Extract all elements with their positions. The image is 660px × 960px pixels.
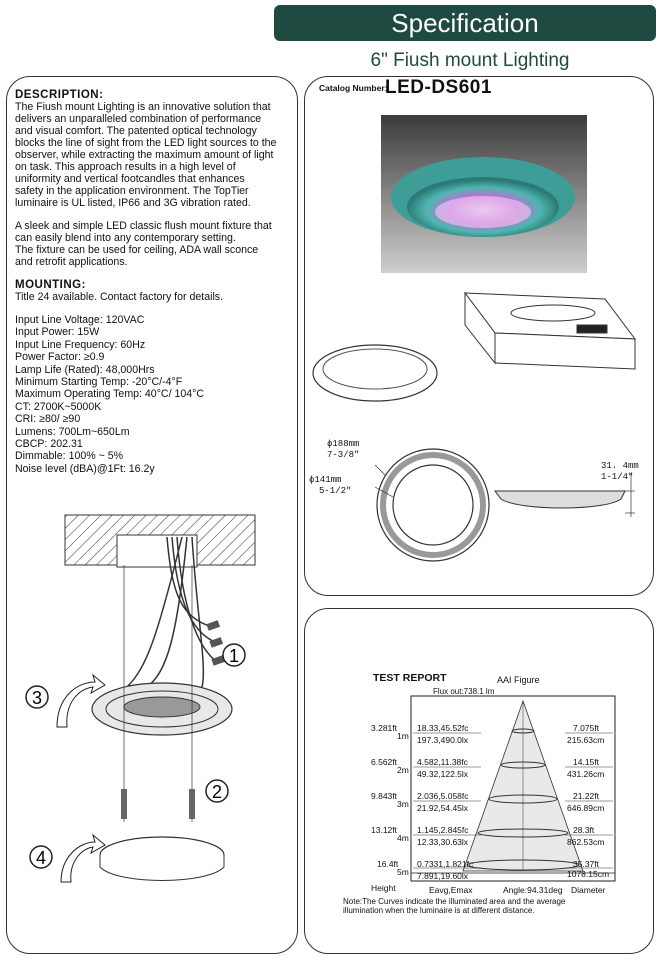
- column-height-label: Height: [371, 883, 396, 893]
- step-3-label: 3: [31, 688, 43, 708]
- row-lx: 49.32,122.5lx: [417, 769, 469, 779]
- row-fc: 1.145,2.845fc: [417, 825, 469, 835]
- row-height-m: 1m: [397, 731, 409, 741]
- installation-diagram: [7, 77, 299, 955]
- description-line: safety in the application environment. The TopTier: [15, 185, 249, 197]
- fixture-side-profile: [495, 491, 625, 508]
- spec-line: Input Line Voltage: 120VAC: [15, 314, 145, 326]
- outer-diameter-mm: ϕ188mm: [327, 439, 360, 449]
- row-height-m: 2m: [397, 765, 409, 775]
- fixture-top-view: [313, 345, 437, 401]
- row-diameter-ft: 21.22ft: [573, 791, 599, 801]
- report-note: illumination when the luminaire is at different distance.: [343, 906, 535, 915]
- row-fc: 0.7331,1.821fc: [417, 859, 474, 869]
- height-in: 1-1/4": [601, 472, 634, 482]
- step-1-label: 1: [228, 646, 240, 666]
- screw-right: [189, 789, 195, 819]
- product-drawings: [305, 77, 655, 597]
- row-lx: 197.3,490.0lx: [417, 735, 469, 745]
- report-title: TEST REPORT: [373, 672, 447, 684]
- description-line: The fixture can be used for ceiling, ADA wall sconce: [15, 244, 259, 256]
- description-line: A sleek and simple LED classic flush mount fixture that: [15, 220, 272, 232]
- fixture-inner-lens: [393, 465, 473, 545]
- spec-line: CBCP: 202.31: [15, 438, 83, 451]
- height-mm: 31. 4mm: [601, 461, 639, 471]
- description-line: on task. This approach results in a high level of: [15, 161, 236, 173]
- report-figure-label: AAI Figure: [497, 675, 540, 685]
- column-eavg-label: Eavg,Emax: [429, 885, 473, 895]
- step-2-label: 2: [211, 782, 223, 802]
- catalog-number: LED-DS601: [385, 77, 492, 98]
- outer-diameter-in: 7-3/8": [327, 450, 360, 460]
- description-line: blocks the line of sight from the LED light sources to the: [15, 137, 277, 149]
- mounting-heading: MOUNTING:: [15, 279, 86, 291]
- spec-line: Input Line Frequency: 60Hz: [15, 338, 146, 351]
- row-fc: 18.33,45.52fc: [417, 723, 469, 733]
- description-line: and visual comfort. The patented optical technology: [15, 125, 257, 137]
- description-heading: DESCRIPTION:: [15, 89, 104, 101]
- spec-line: Maximum Operating Temp: 40°C/ 104°C: [15, 388, 205, 401]
- spec-line: Input Power: 15W: [15, 326, 100, 339]
- row-height-ft: 16.4ft: [377, 859, 399, 869]
- row-fc: 2.036,5.058fc: [417, 791, 469, 801]
- row-diameter-cm: 646.89cm: [567, 803, 605, 813]
- row-diameter-ft: 7.075ft: [573, 723, 599, 733]
- spec-line: Lumens: 700Lm~650Lm: [15, 425, 130, 438]
- test-report-panel: [304, 608, 654, 954]
- description-panel: [6, 76, 298, 954]
- row-height-m: 3m: [397, 799, 409, 809]
- inner-diameter-in: 5-1/2": [319, 486, 352, 496]
- product-panel: [304, 76, 654, 596]
- row-diameter-ft: 14.15ft: [573, 757, 599, 767]
- row-lx: 7.891,19.60lx: [417, 871, 469, 881]
- rotate-arrow-icon: [61, 835, 105, 882]
- description-line: observer, while extracting the maximum amount of light: [15, 149, 274, 161]
- description-line: delivers an unparalleled combination of performance: [15, 113, 262, 125]
- row-diameter-ft: 28.3ft: [573, 825, 595, 835]
- spec-line: Power Factor: ≥0.9: [15, 351, 105, 364]
- row-diameter-cm: 431.26cm: [567, 769, 605, 779]
- row-height-m: 4m: [397, 833, 409, 843]
- row-diameter-cm: 215.63cm: [567, 735, 605, 745]
- wire-connector: [206, 620, 225, 666]
- product-box: [465, 293, 635, 369]
- spec-line: CT: 2700K~5000K: [15, 400, 102, 413]
- description-line: and retrofit applications.: [15, 256, 128, 268]
- product-subtitle: 6" Fiush mount Lighting: [370, 50, 570, 71]
- row-height-m: 5m: [397, 867, 409, 877]
- row-height-ft: 9.843ft: [371, 791, 397, 801]
- spec-line: Noise level (dBA)@1Ft: 16.2y: [15, 462, 155, 475]
- description-line: can easily blend into any contemporary setting.: [15, 232, 236, 244]
- row-height-ft: 6.562ft: [371, 757, 397, 767]
- description-line: luminaire is UL listed, IP66 and 3G vibration rated.: [15, 197, 251, 209]
- spec-line: Dimmable: 100% ~ 5%: [15, 450, 124, 463]
- row-height-ft: 13.12ft: [371, 825, 397, 835]
- row-height-ft: 3.281ft: [371, 723, 397, 733]
- spec-line: Lamp Life (Rated): 48,000Hrs: [15, 363, 155, 376]
- page-title: Specification: [391, 8, 539, 38]
- screw-left: [121, 789, 127, 819]
- spec-line: Minimum Starting Temp: -20°C/-4°F: [15, 376, 183, 389]
- header-bar: [274, 5, 656, 41]
- report-note: Note:The Curves indicate the illuminated area and the average: [343, 897, 566, 906]
- report-flux: Flux out:738.1 lm: [433, 687, 495, 696]
- row-fc: 4.582,11.38fc: [417, 757, 468, 767]
- column-angle-label: Angle:94.31deg: [503, 885, 563, 895]
- row-lx: 12.33,30.63lx: [417, 837, 469, 847]
- mounting-text: Title 24 available. Contact factory for details.: [15, 291, 224, 303]
- row-diameter-ft: 35.37ft: [573, 859, 599, 869]
- column-diameter-label: Diameter: [571, 885, 606, 895]
- description-line: The Fiush mount Lighting is an innovative solution that: [15, 101, 271, 113]
- description-line: uniformity and vertical footcandles that enhances: [15, 173, 245, 185]
- spec-line: CRI: ≥80/ ≥90: [15, 413, 81, 426]
- step-4-label: 4: [35, 848, 47, 868]
- catalog-label: Catalog Number:: [319, 83, 388, 93]
- row-diameter-cm: 1078.15cm: [567, 869, 610, 879]
- row-diameter-cm: 862.53cm: [567, 837, 605, 847]
- inner-diameter-mm: ϕ141mm: [309, 475, 342, 485]
- row-lx: 21.92,54.45lx: [417, 803, 469, 813]
